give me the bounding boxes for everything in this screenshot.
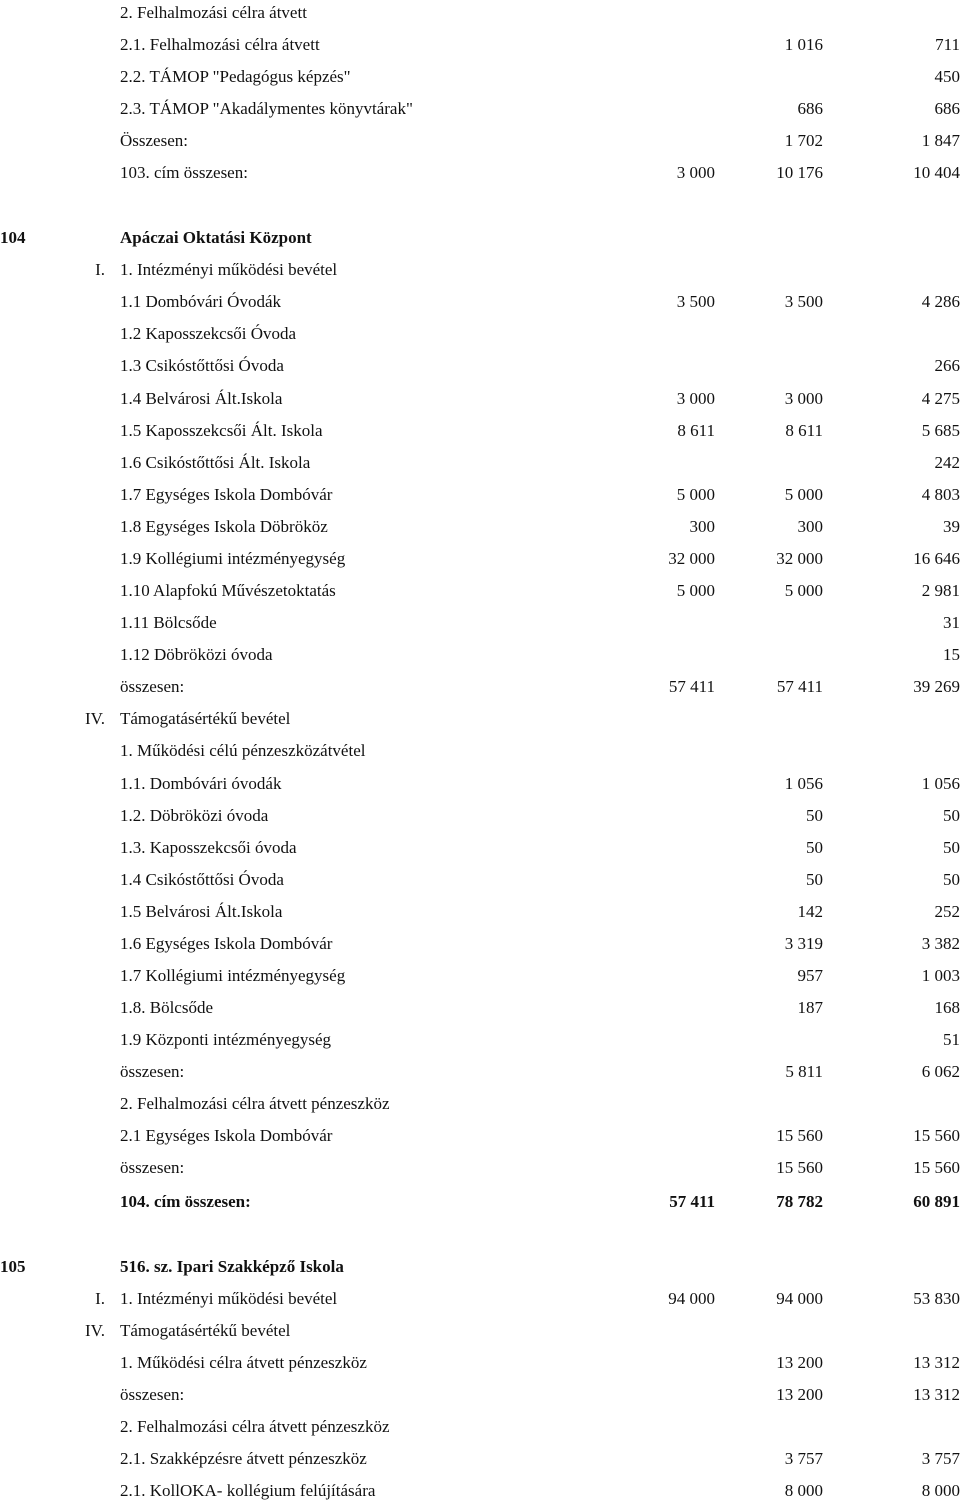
row-value-col3: 13 312 [913, 1385, 960, 1404]
table-row [0, 1123, 960, 1149]
row-value-col2: 5 000 [784, 581, 823, 600]
row-value-col2: 57 411 [776, 677, 823, 696]
row-roman-numeral: IV. [85, 1321, 105, 1340]
row-value-col1: 3 000 [676, 163, 715, 182]
row-value-col3: 60 891 [913, 1192, 960, 1211]
row-value-col1: 8 611 [677, 421, 715, 440]
row-value-col3: 39 269 [913, 677, 960, 696]
row-code: 104 [0, 228, 26, 247]
table-row [0, 835, 960, 861]
row-label: 1.1. Dombóvári óvodák [120, 774, 282, 793]
row-value-col2: 50 [806, 870, 823, 889]
row-label: 104. cím összesen: [120, 1192, 251, 1211]
table-row [0, 1318, 960, 1344]
table-row [0, 674, 960, 700]
row-value-col2: 686 [797, 99, 823, 118]
table-row [0, 450, 960, 476]
row-label: 1.2. Döbröközi óvoda [120, 806, 269, 825]
row-label: összesen: [120, 1158, 185, 1177]
row-value-col1: 5 000 [676, 485, 715, 504]
table-row [0, 642, 960, 668]
row-value-col3: 1 847 [921, 131, 960, 150]
table-row [0, 931, 960, 957]
row-value-col3: 50 [943, 806, 960, 825]
row-value-col2: 3 000 [784, 389, 823, 408]
table-row [0, 96, 960, 122]
table-row [0, 257, 960, 283]
table-row [0, 418, 960, 444]
table-row [0, 963, 960, 989]
row-value-col3: 13 312 [913, 1353, 960, 1372]
row-label: összesen: [120, 1385, 185, 1404]
row-value-col3: 50 [943, 838, 960, 857]
row-label: 1.5 Kaposszekcsői Ált. Iskola [120, 421, 323, 440]
row-value-col3: 3 757 [921, 1449, 960, 1468]
row-label: 1. Működési célra átvett pénzeszköz [120, 1353, 367, 1372]
table-row [0, 0, 960, 26]
row-value-col3: 51 [943, 1030, 960, 1049]
row-value-col2: 1 702 [784, 131, 823, 150]
row-label: összesen: [120, 1062, 185, 1081]
row-value-col2: 15 560 [776, 1126, 823, 1145]
row-label: 1.12 Döbröközi óvoda [120, 645, 273, 664]
row-label: 2. Felhalmozási célra átvett pénzeszköz [120, 1094, 390, 1113]
table-row [0, 1286, 960, 1312]
row-label: 2. Felhalmozási célra átvett pénzeszköz [120, 1417, 390, 1436]
table-row [0, 514, 960, 540]
row-value-col2: 15 560 [776, 1158, 823, 1177]
table-row [0, 386, 960, 412]
row-label: 1. Intézményi működési bevétel [120, 1289, 338, 1308]
row-label: 2.1. KollOKA- kollégium felújítására [120, 1481, 376, 1500]
row-label: 1.9 Kollégiumi intézményegység [120, 549, 346, 568]
row-value-col3: 5 685 [921, 421, 960, 440]
row-value-col2: 8 611 [785, 421, 823, 440]
row-label: 1.4 Csikóstőttősi Óvoda [120, 870, 284, 889]
row-value-col3: 1 056 [921, 774, 960, 793]
section-header-row [0, 225, 960, 251]
row-value-col3: 168 [934, 998, 960, 1017]
row-value-col2: 50 [806, 838, 823, 857]
row-roman-numeral: I. [95, 1289, 105, 1308]
row-value-col2: 142 [797, 902, 823, 921]
table-row [0, 1027, 960, 1053]
row-label: 1.6 Csikóstőttősi Ált. Iskola [120, 453, 311, 472]
row-label: 1.1 Dombóvári Óvodák [120, 292, 282, 311]
row-label: Apáczai Oktatási Központ [120, 228, 312, 247]
row-value-col3: 1 003 [921, 966, 960, 985]
row-value-col3: 4 275 [921, 389, 960, 408]
row-label: összesen: [120, 677, 185, 696]
table-row [0, 1414, 960, 1440]
row-value-col3: 4 803 [921, 485, 960, 504]
row-value-col3: 15 560 [913, 1126, 960, 1145]
row-value-col2: 8 000 [784, 1481, 823, 1500]
row-value-col1: 300 [689, 517, 715, 536]
table-row [0, 803, 960, 829]
row-value-col2: 3 500 [784, 292, 823, 311]
row-value-col1: 3 000 [676, 389, 715, 408]
row-value-col1: 94 000 [668, 1289, 715, 1308]
row-value-col2: 32 000 [776, 549, 823, 568]
table-row [0, 64, 960, 90]
table-row [0, 610, 960, 636]
row-label: 1.8. Bölcsőde [120, 998, 214, 1017]
table-row [0, 771, 960, 797]
row-value-col3: 16 646 [913, 549, 960, 568]
row-value-col3: 711 [935, 35, 960, 54]
row-value-col3: 2 981 [921, 581, 960, 600]
row-value-col3: 10 404 [913, 163, 960, 182]
row-value-col1: 57 411 [669, 1192, 715, 1211]
table-row [0, 353, 960, 379]
row-label: 2. Felhalmozási célra átvett [120, 3, 307, 22]
row-label: 1.8 Egységes Iskola Döbrököz [120, 517, 328, 536]
row-label: 1. Intézményi működési bevétel [120, 260, 338, 279]
row-label: 1.7 Kollégiumi intézményegység [120, 966, 346, 985]
row-value-col3: 242 [934, 453, 960, 472]
row-value-col3: 53 830 [913, 1289, 960, 1308]
row-value-col3: 252 [934, 902, 960, 921]
row-value-col2: 1 016 [784, 35, 823, 54]
row-value-col3: 4 286 [921, 292, 960, 311]
row-label: 1.9 Központi intézményegység [120, 1030, 332, 1049]
row-label: 2.1 Egységes Iskola Dombóvár [120, 1126, 333, 1145]
row-label: 103. cím összesen: [120, 163, 248, 182]
row-label: Támogatásértékű bevétel [120, 1321, 291, 1340]
row-value-col3: 39 [943, 517, 960, 536]
row-value-col2: 13 200 [776, 1385, 823, 1404]
row-label: 1.3. Kaposszekcsői óvoda [120, 838, 297, 857]
table-row [0, 867, 960, 893]
row-label: 2.2. TÁMOP "Pedagógus képzés" [120, 67, 351, 86]
table-row [0, 1446, 960, 1472]
row-value-col3: 6 062 [921, 1062, 960, 1081]
row-label: 1.2 Kaposszekcsői Óvoda [120, 324, 297, 343]
row-value-col2: 13 200 [776, 1353, 823, 1372]
row-value-col2: 957 [797, 966, 823, 985]
row-label: Összesen: [120, 131, 188, 150]
row-value-col2: 94 000 [776, 1289, 823, 1308]
row-value-col1: 32 000 [668, 549, 715, 568]
row-value-col1: 3 500 [676, 292, 715, 311]
row-label: 1.4 Belvárosi Ált.Iskola [120, 389, 283, 408]
table-row [0, 1478, 960, 1504]
row-label: 2.1. Felhalmozási célra átvett [120, 35, 320, 54]
row-label: 2.3. TÁMOP "Akadálymentes könyvtárak" [120, 99, 413, 118]
table-row [0, 160, 960, 186]
table-row [0, 546, 960, 572]
row-value-col3: 450 [934, 67, 960, 86]
row-value-col3: 50 [943, 870, 960, 889]
row-value-col3: 15 [943, 645, 960, 664]
row-value-col1: 5 000 [676, 581, 715, 600]
row-value-col1: 57 411 [668, 677, 715, 696]
row-label: 2.1. Szakképzésre átvett pénzeszköz [120, 1449, 367, 1468]
table-row [0, 899, 960, 925]
table-row [0, 482, 960, 508]
row-label: 516. sz. Ipari Szakképző Iskola [120, 1257, 344, 1276]
row-value-col3: 31 [943, 613, 960, 632]
table-row [0, 128, 960, 154]
table-row [0, 1091, 960, 1117]
row-value-col3: 686 [934, 99, 960, 118]
table-row [0, 289, 960, 315]
row-value-col2: 50 [806, 806, 823, 825]
row-label: 1.5 Belvárosi Ált.Iskola [120, 902, 283, 921]
table-row [0, 32, 960, 58]
table-row [0, 1350, 960, 1376]
table-row [0, 738, 960, 764]
row-value-col2: 5 811 [785, 1062, 823, 1081]
row-value-col2: 10 176 [776, 163, 823, 182]
row-value-col2: 187 [797, 998, 823, 1017]
row-value-col2: 1 056 [784, 774, 823, 793]
row-label: 1. Működési célú pénzeszközátvétel [120, 741, 366, 760]
row-value-col3: 3 382 [921, 934, 960, 953]
row-label: 1.6 Egységes Iskola Dombóvár [120, 934, 333, 953]
table-row [0, 1155, 960, 1181]
row-value-col2: 3 757 [784, 1449, 823, 1468]
row-label: 1.11 Bölcsőde [120, 613, 217, 632]
row-value-col3: 266 [934, 356, 960, 375]
row-label: 1.3 Csikóstőttősi Óvoda [120, 356, 284, 375]
row-value-col3: 8 000 [921, 1481, 960, 1500]
table-row [0, 1382, 960, 1408]
row-value-col2: 78 782 [776, 1192, 823, 1211]
table-row [0, 1059, 960, 1085]
total-row [0, 1189, 960, 1215]
row-label: 1.10 Alapfokú Művészetoktatás [120, 581, 336, 600]
row-value-col2: 3 319 [784, 934, 823, 953]
row-value-col3: 15 560 [913, 1158, 960, 1177]
table-row [0, 995, 960, 1021]
table-row [0, 706, 960, 732]
row-label: Támogatásértékű bevétel [120, 709, 291, 728]
row-value-col2: 300 [797, 517, 823, 536]
row-label: 1.7 Egységes Iskola Dombóvár [120, 485, 333, 504]
row-roman-numeral: IV. [85, 709, 105, 728]
row-roman-numeral: I. [95, 260, 105, 279]
section-header-row [0, 1254, 960, 1280]
table-row [0, 321, 960, 347]
table-row [0, 578, 960, 604]
row-value-col2: 5 000 [784, 485, 823, 504]
row-code: 105 [0, 1257, 26, 1276]
